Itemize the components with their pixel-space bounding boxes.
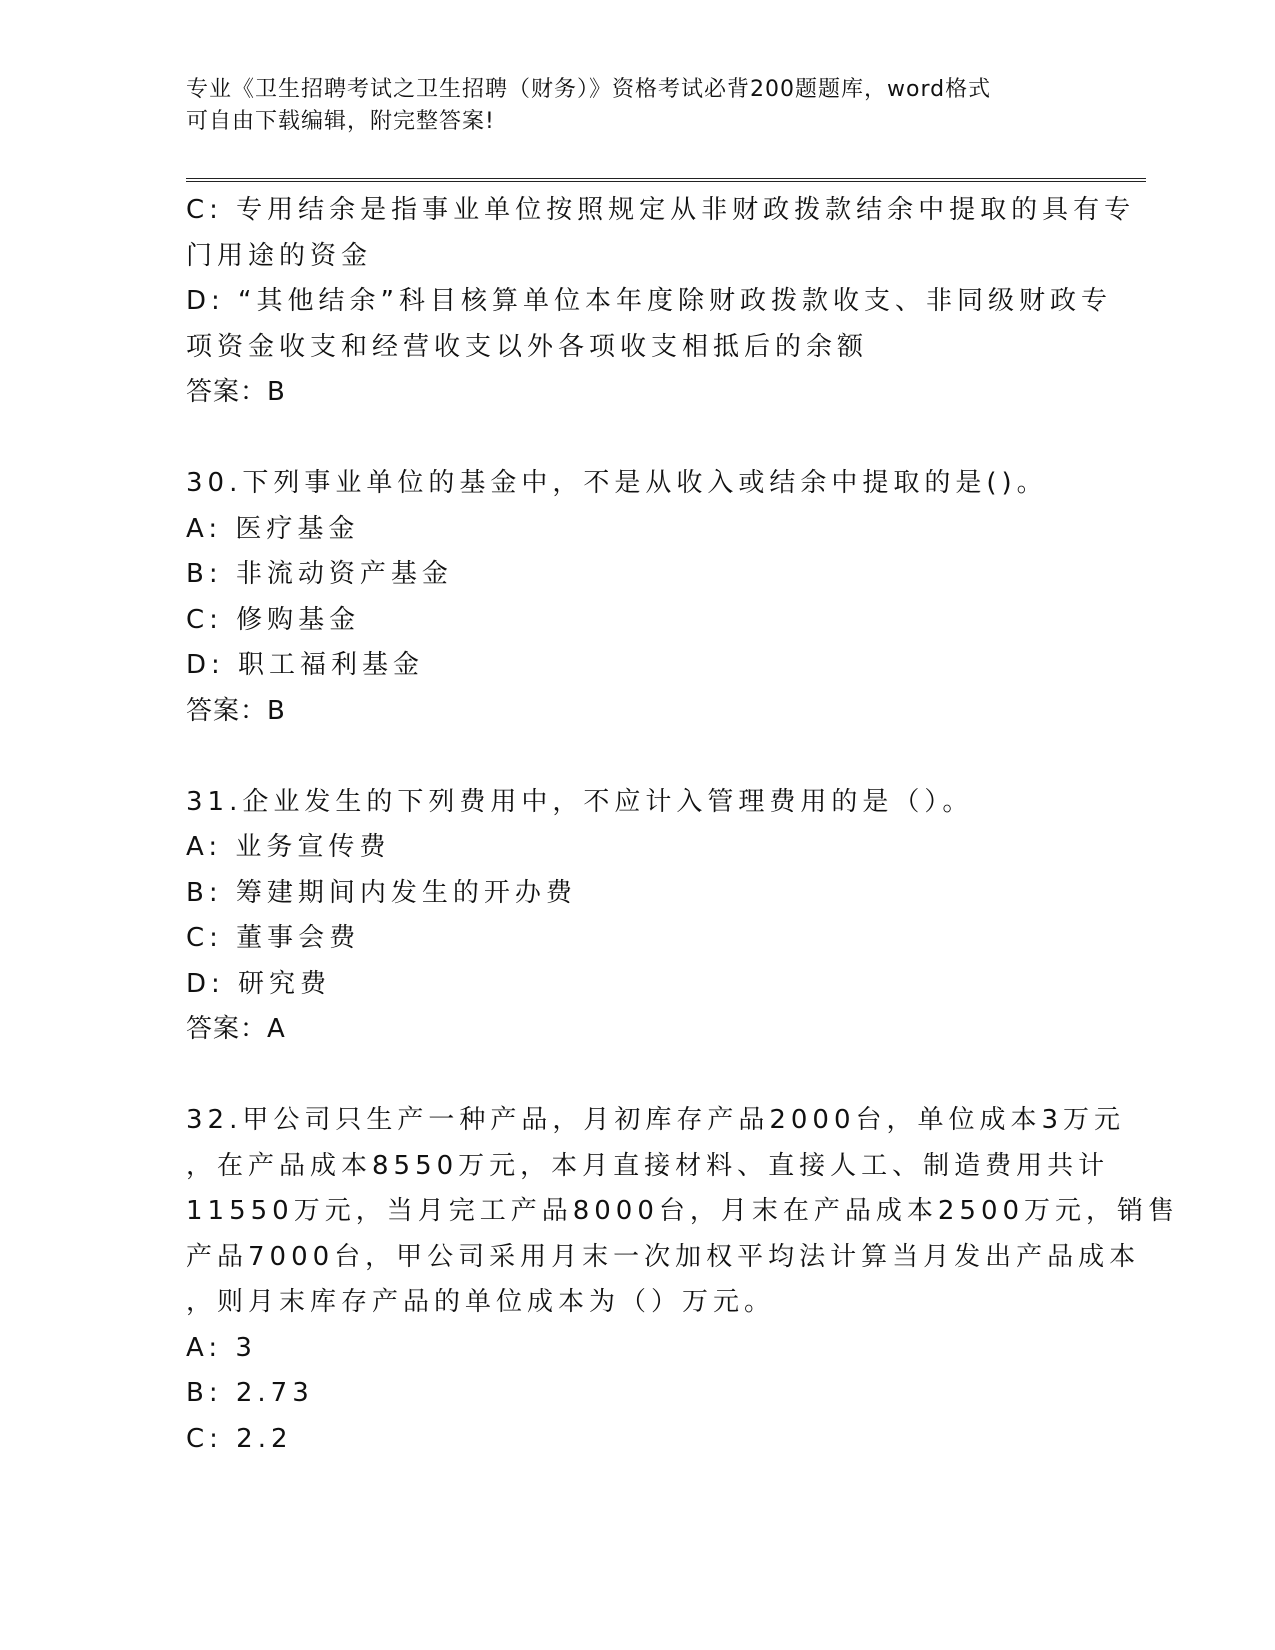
option-c-line-2: 门用途的资金 xyxy=(186,240,373,271)
answer-line: 答案：B xyxy=(186,695,286,726)
option-a: A: 医疗基金 xyxy=(186,513,360,544)
option-b: B: 非流动资产基金 xyxy=(186,559,453,589)
question-stem: 31.企业发生的下列费用中，不应计入管理费用的是（）。 xyxy=(186,786,974,817)
header-line-2: 可自由下载编辑，附完整答案! xyxy=(186,109,495,134)
option-d: D: 研究费 xyxy=(186,968,332,999)
option-c-line-1: C: 专用结余是指事业单位按照规定从非财政拨款结余中提取的具有专 xyxy=(186,195,1136,225)
question-stem-line-3: 11550万元，当月完工产品8000台，月末在产品成本2500万元，销售 xyxy=(186,1196,1180,1226)
option-a: A: 3 xyxy=(186,1332,257,1363)
option-c: C: 修购基金 xyxy=(186,604,361,635)
option-d-line-1: D: “其他结余”科目核算单位本年度除财政拨款收支、非同级财政专 xyxy=(186,286,1112,316)
answer-line: 答案：A xyxy=(186,1014,286,1044)
question-stem-line-5: ，则月末库存产品的单位成本为（）万元。 xyxy=(186,1287,776,1317)
question-30 xyxy=(186,461,1086,734)
option-d: D: 职工福利基金 xyxy=(186,650,425,680)
spacer xyxy=(186,1053,1086,1099)
option-c: C: 2.2 xyxy=(186,1423,293,1454)
question-stem-line-2: ，在产品成本8550万元，本月直接材料、直接人工、制造费用共计 xyxy=(186,1150,1110,1181)
answer-line: 答案：B xyxy=(186,377,286,407)
question-stem-line-4: 产品7000台，甲公司采用月末一次加权平均法计算当月发出产品成本 xyxy=(186,1241,1141,1272)
option-d-line-2: 项资金收支和经营收支以外各项收支相抵后的余额 xyxy=(186,331,869,362)
header-divider xyxy=(186,178,1146,182)
question-31 xyxy=(186,780,1086,1053)
option-b: B: 2.73 xyxy=(186,1378,314,1408)
question-stem: 30.下列事业单位的基金中，不是从收入或结余中提取的是()。 xyxy=(186,468,1048,498)
question-stem-line-1: 32.甲公司只生产一种产品，月初库存产品2000台，单位成本3万元 xyxy=(186,1105,1126,1135)
spacer xyxy=(186,416,1086,462)
option-b: B: 筹建期间内发生的开办费 xyxy=(186,877,577,908)
question-content xyxy=(186,188,1180,1462)
page-header xyxy=(186,74,1086,138)
option-c: C: 董事会费 xyxy=(186,923,361,953)
header-line-1: 专业《卫生招聘考试之卫生招聘（财务）》资格考试必背200题题库，word格式 xyxy=(186,77,992,102)
option-a: A: 业务宣传费 xyxy=(186,832,391,862)
previous-question-tail xyxy=(186,188,1136,416)
question-32 xyxy=(186,1098,1180,1462)
spacer xyxy=(186,734,1086,780)
